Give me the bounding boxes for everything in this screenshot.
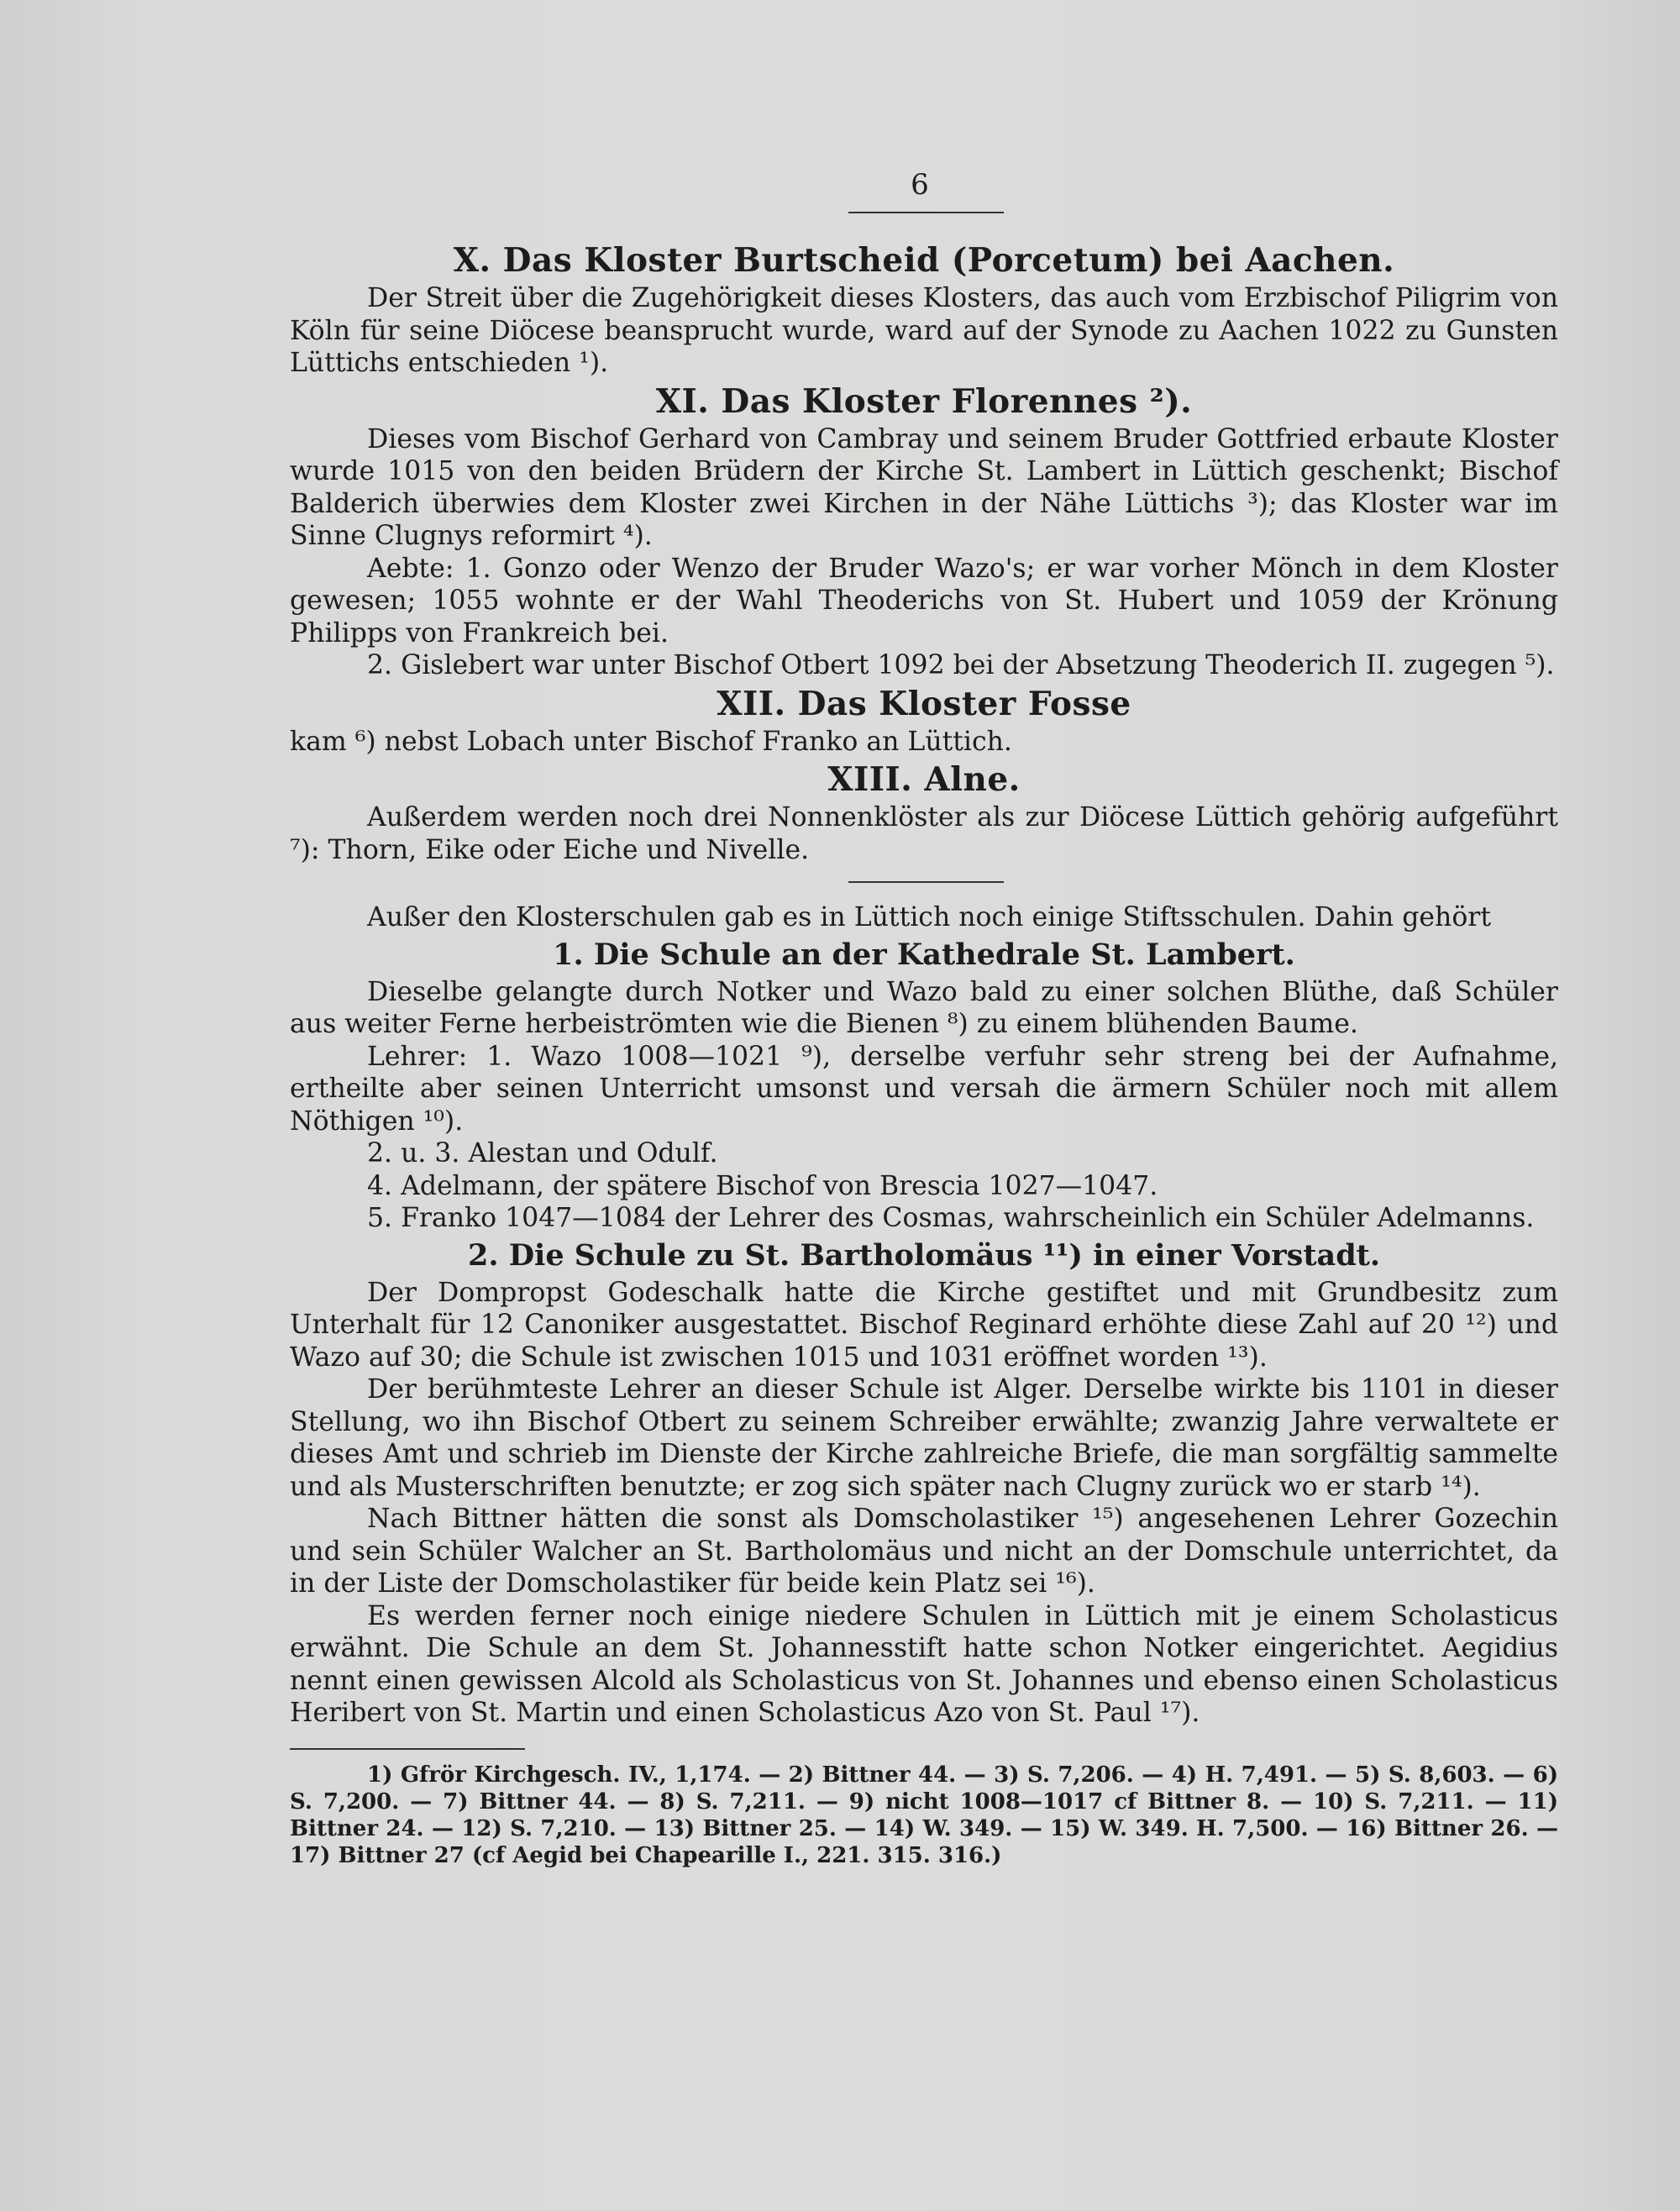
intro-line: Außer den Klosterschulen gab es in Lüttich noch einige Stiftsschulen. Dahin gehört — [367, 902, 1492, 932]
section-heading-xi: XI. Das Kloster Florennes ²). — [655, 381, 1193, 421]
paragraph: Außerdem werden noch drei Nonnenklöster als zur Diöcese Lüttich gehörig aufgeführt ⁷): Thorn, Eike oder Eiche und Nivelle. — [290, 802, 1558, 865]
footnote-rule — [290, 1748, 525, 1750]
paragraph: 2. Gislebert war unter Bischof Otbert 1092 bei der Absetzung Theoderich II. zugegen ⁵). — [367, 650, 1555, 680]
paragraph: Es werden ferner noch einige niedere Schulen in Lüttich mit je einem Scholasticus erwähnt. Die Schule an dem St. Johannesstift hatte schon Notker eingerichtet. Aegidius nennt einen gewissen Alcold als Scholasticus von St. Johannes und ebenso einen Scholasticus Heribert von St. Martin und einen Scholasticus Azo von St. Paul ¹⁷). — [290, 1600, 1558, 1728]
section-heading-xii: XII. Das Kloster Fosse — [717, 684, 1131, 723]
paragraph: Aebte: 1. Gonzo oder Wenzo der Bruder Wazo's; er war vorher Mönch in dem Kloster gewesen; 1055 wohnte er der Wahl Theoderichs von St. Hubert und 1059 der Krönung Philipps von Frankreich bei. — [290, 553, 1558, 649]
paragraph: Dieses vom Bischof Gerhard von Cambray und seinem Bruder Gottfried erbaute Kloster wurde 1015 von den beiden Brüdern der Kirche St. Lambert in Lüttich geschenkt; Bischof Balderich überwies dem Kloster zwei Kirchen in der Nähe Lüttichs ³); das Kloster war im Sinne Clugnys reformirt ⁴). — [290, 423, 1558, 551]
paragraph: kam ⁶) nebst Lobach unter Bischof Franko an Lüttich. — [290, 726, 1012, 757]
section-divider — [848, 881, 1004, 883]
paragraph: Der berühmteste Lehrer an dieser Schule ist Alger. Derselbe wirkte bis 1101 in dieser Stellung, wo ihn Bischof Otbert zu seinem Schreiber erwählte; zwanzig Jahre verwaltete er dieses Amt und schrieb im Dienste der Kirche zahlreiche Briefe, die man sorgfältig sammelte und als Musterschriften benutzte; er zog sich später nach Clugny zurück wo er starb ¹⁴). — [290, 1374, 1558, 1502]
section-heading-xiii: XIII. Alne. — [827, 760, 1021, 799]
section-heading-x: X. Das Kloster Burtscheid (Porcetum) bei Aachen. — [453, 241, 1395, 280]
page-content — [290, 168, 1558, 1869]
school-heading-1: 1. Die Schule an der Kathedrale St. Lambert. — [553, 937, 1295, 972]
teacher-entry: 5. Franko 1047—1084 der Lehrer des Cosmas, wahrscheinlich ein Schüler Adelmanns. — [367, 1203, 1535, 1233]
paragraph: Nach Bittner hätten die sonst als Domscholastiker ¹⁵) angesehenen Lehrer Gozechin und sein Schüler Walcher an St. Bartholomäus und nicht an der Domschule unterrichtet, da in der Liste der Domscholastiker für beide kein Platz sei ¹⁶). — [290, 1504, 1558, 1599]
paragraph: Der Dompropst Godeschalk hatte die Kirche gestiftet und mit Grundbesitz zum Unterhalt für 12 Canoniker ausgestattet. Bischof Reginard erhöhte diese Zahl auf 20 ¹²) und Wazo auf 30; die Schule ist zwischen 1015 und 1031 eröffnet worden ¹³). — [290, 1277, 1558, 1373]
header-rule — [848, 212, 1004, 213]
paragraph: Lehrer: 1. Wazo 1008—1021 ⁹), derselbe verfuhr sehr streng bei der Aufnahme, ertheilte aber seinen Unterricht umsonst und versah die ärmern Schüler noch mit allem Nöthigen ¹⁰). — [290, 1041, 1558, 1137]
footnote-text: 1) Gfrör Kirchgesch. IV., 1,174. — 2) Bittner 44. — 3) S. 7,206. — 4) H. 7,491. — 5) S. 8,603. — 6) S. 7,200. — 7) Bittner 44. — 8) S. 7,211. — 9) nicht 1008—1017 cf Bittner 8. — 10) S. 7,211. — 11) Bittner 24. — 12) S. 7,210. — 13) Bittner 25. — 14) W. 349. — 15) W. 349. H. 7,500. — 16) Bittner 26. — 17) Bittner 27 (cf Aegid bei Chapearille I., 221. 315. 316.) — [290, 1762, 1558, 1868]
school-heading-2: 2. Die Schule zu St. Bartholomäus ¹¹) in einer Vorstadt. — [467, 1237, 1381, 1273]
paragraph: Dieselbe gelangte durch Notker und Wazo bald zu einer solchen Blüthe, daß Schüler aus weiter Ferne herbeiströmten wie die Bienen ⁸) zu einem blühenden Baume. — [290, 976, 1558, 1039]
page-number: 6 — [911, 168, 929, 202]
footnotes — [290, 1762, 1558, 1869]
teacher-entry: 2. u. 3. Alestan und Odulf. — [367, 1138, 718, 1169]
teacher-entry: 4. Adelmann, der spätere Bischof von Brescia 1027—1047. — [367, 1170, 1158, 1201]
paragraph: Der Streit über die Zugehörigkeit dieses Klosters, das auch vom Erzbischof Piligrim von Köln für seine Diöcese beansprucht wurde, ward auf der Synode zu Aachen 1022 zu Gunsten Lüttichs entschieden ¹). — [290, 283, 1558, 378]
